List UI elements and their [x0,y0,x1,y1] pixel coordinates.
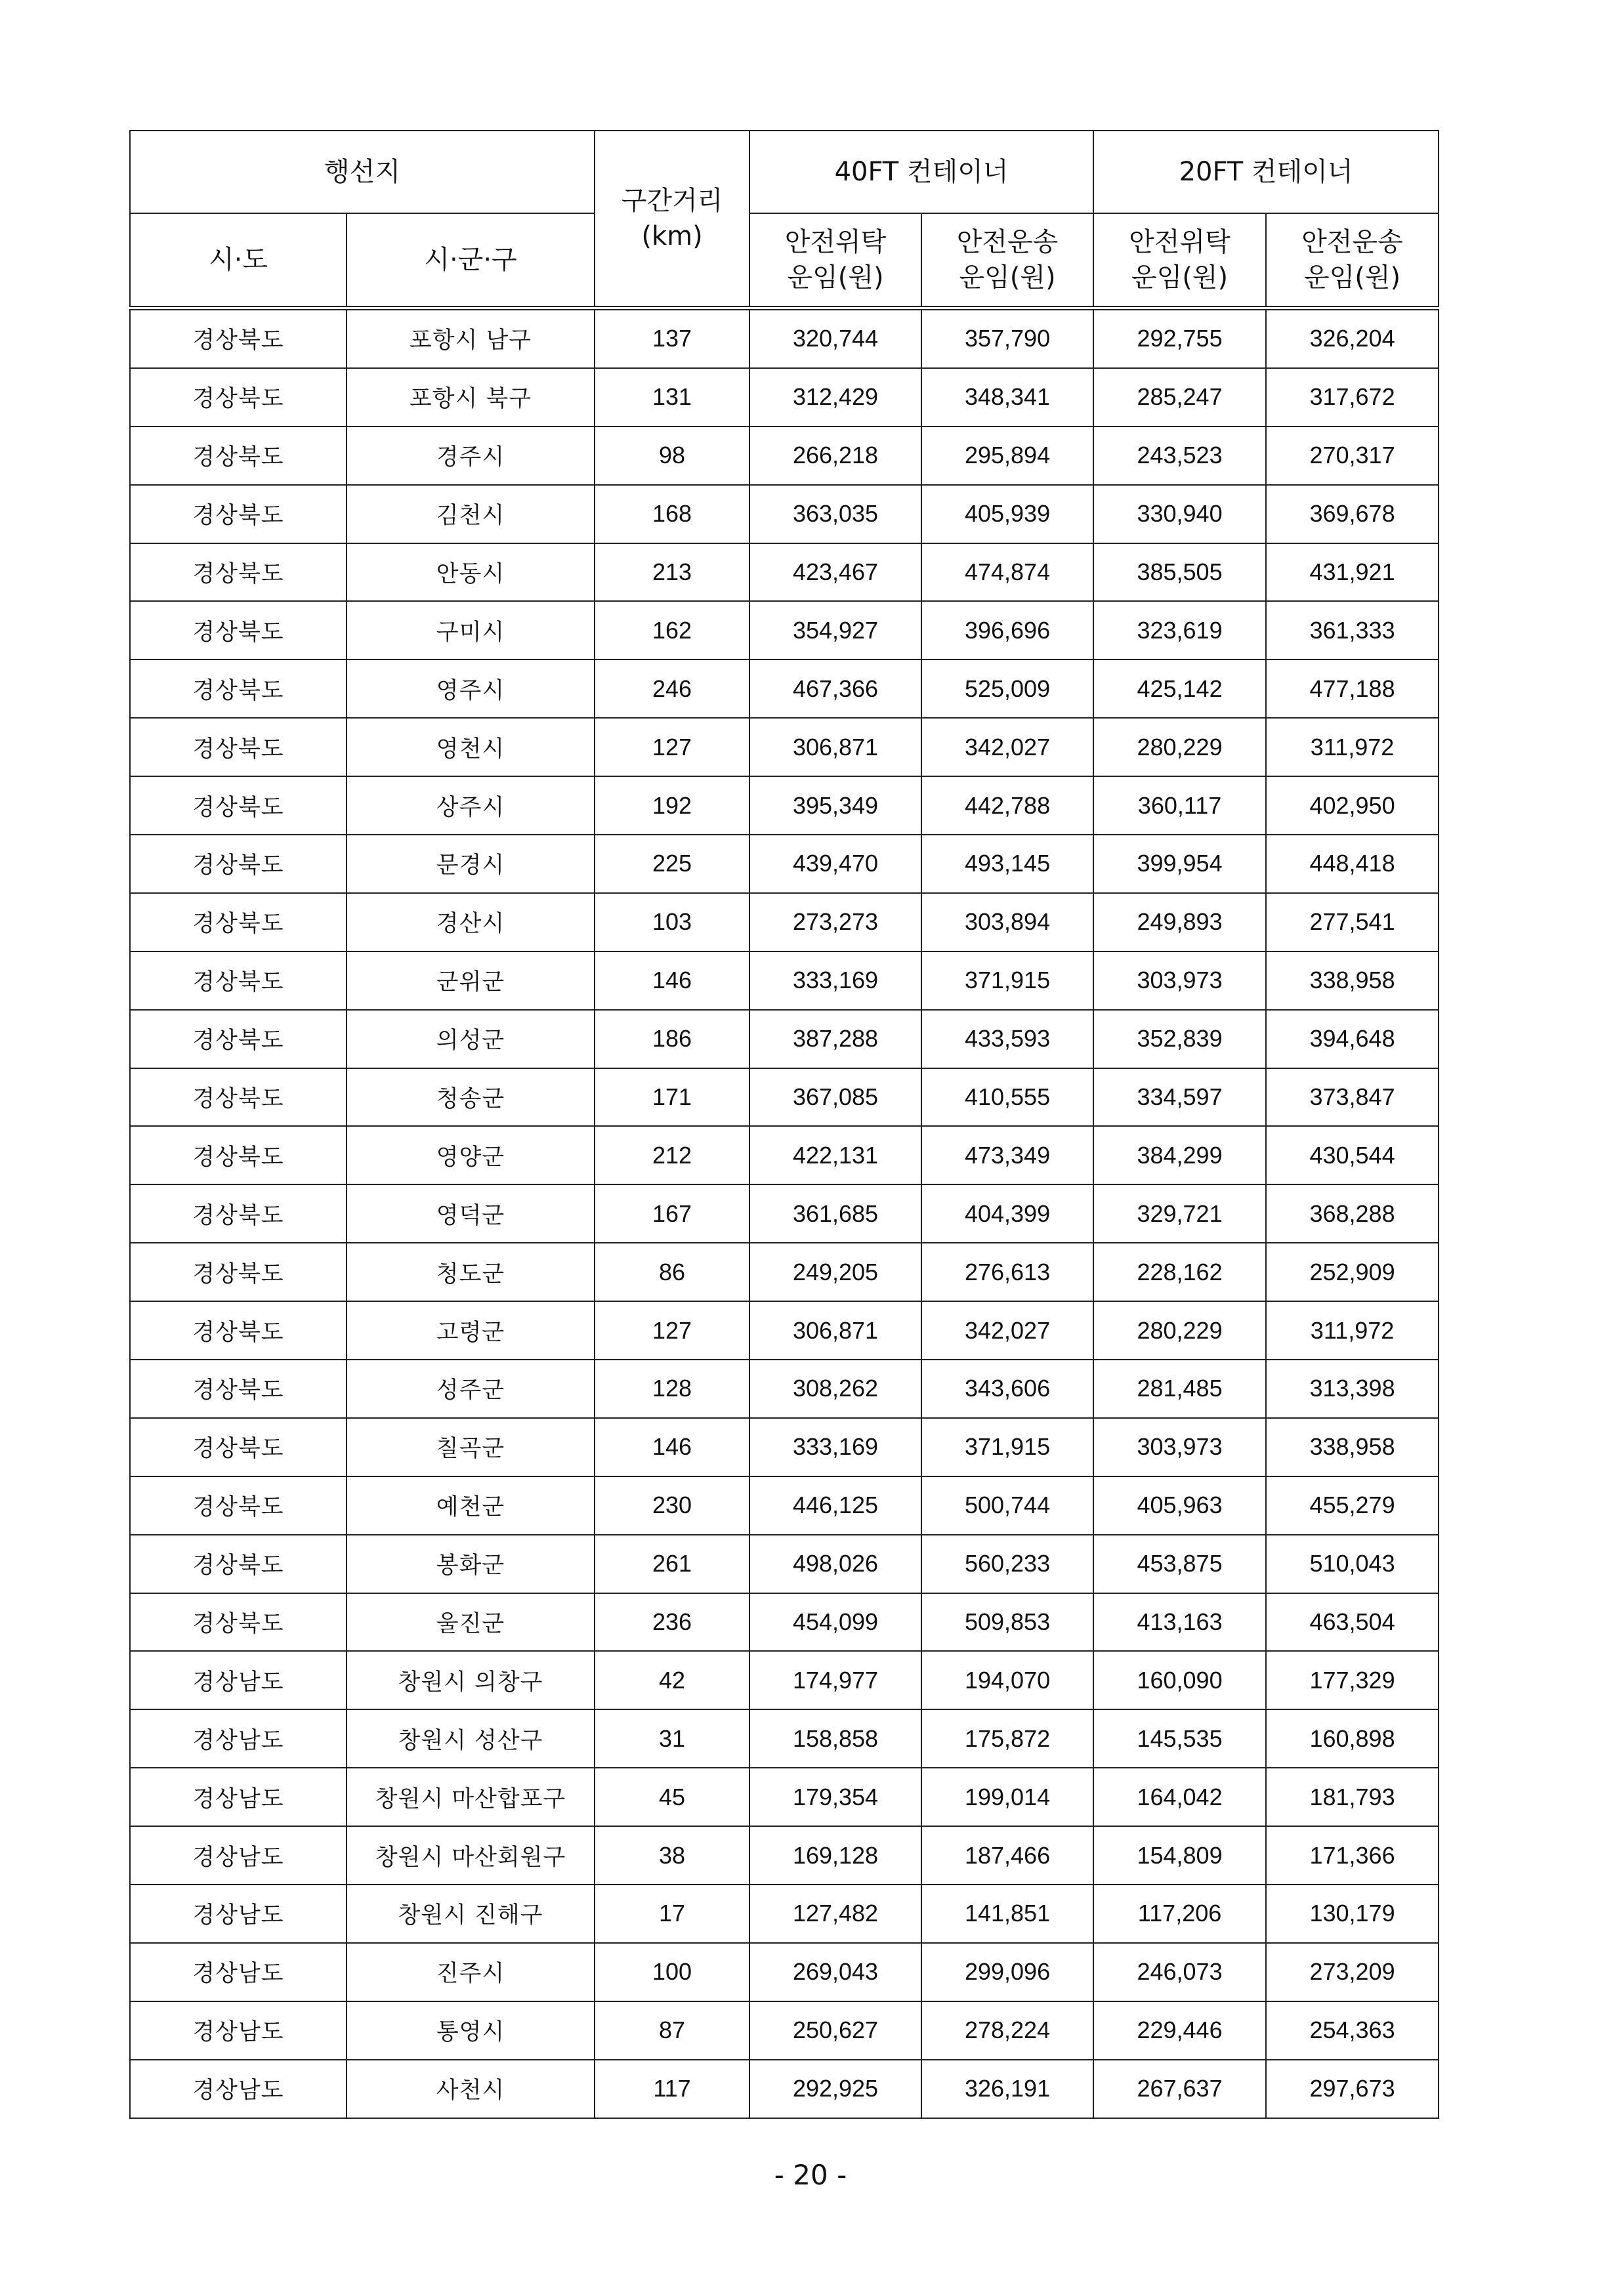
rate-40ft-entrust-cell: 439,470 [749,835,921,893]
rate-40ft-entrust-cell: 333,169 [749,951,921,1010]
province-cell: 경상남도 [130,1651,347,1709]
rate-40ft-entrust-cell: 422,131 [749,1126,921,1184]
city-cell: 김천시 [347,485,595,543]
city-cell: 상주시 [347,776,595,835]
city-cell: 칠곡군 [347,1418,595,1476]
rate-20ft-entrust-cell: 292,755 [1093,308,1266,368]
header-40ft-transport-line2: 운임(원) [959,262,1056,293]
rate-40ft-transport-cell: 343,606 [921,1360,1093,1418]
rate-40ft-transport-cell: 410,555 [921,1068,1093,1127]
city-cell: 예천군 [347,1476,595,1535]
rate-20ft-entrust-cell: 280,229 [1093,1301,1266,1360]
table-row [130,308,1439,368]
rate-20ft-entrust-cell: 385,505 [1093,543,1266,602]
table-row [130,1301,1439,1360]
distance-cell: 100 [595,1943,749,2001]
province-cell: 경상남도 [130,1885,347,1943]
rate-40ft-transport-cell: 474,874 [921,543,1093,602]
rate-20ft-transport-cell: 510,043 [1266,1535,1439,1593]
rate-20ft-entrust-cell: 246,073 [1093,1943,1266,2001]
rate-20ft-entrust-cell: 360,117 [1093,776,1266,835]
rate-20ft-transport-cell: 477,188 [1266,659,1439,718]
city-cell: 포항시 남구 [347,308,595,368]
distance-cell: 42 [595,1651,749,1709]
rate-20ft-entrust-cell: 145,535 [1093,1709,1266,1768]
province-cell: 경상남도 [130,1768,347,1826]
rate-40ft-transport-cell: 357,790 [921,308,1093,368]
table-row [130,951,1439,1010]
city-cell: 청도군 [347,1243,595,1301]
rate-40ft-transport-cell: 371,915 [921,1418,1093,1476]
distance-cell: 212 [595,1126,749,1184]
province-cell: 경상북도 [130,776,347,835]
rate-20ft-transport-cell: 317,672 [1266,368,1439,427]
rate-40ft-transport-cell: 278,224 [921,2001,1093,2060]
table-row [130,659,1439,718]
rate-20ft-entrust-cell: 164,042 [1093,1768,1266,1826]
rate-40ft-entrust-cell: 361,685 [749,1184,921,1243]
rate-40ft-entrust-cell: 306,871 [749,1301,921,1360]
city-cell: 청송군 [347,1068,595,1127]
province-cell: 경상북도 [130,659,347,718]
city-cell: 영양군 [347,1126,595,1184]
rate-40ft-entrust-cell: 308,262 [749,1360,921,1418]
table-row [130,1593,1439,1652]
city-cell: 영주시 [347,659,595,718]
rate-40ft-entrust-cell: 395,349 [749,776,921,835]
rate-40ft-entrust-cell: 446,125 [749,1476,921,1535]
rate-40ft-transport-cell: 473,349 [921,1126,1093,1184]
distance-cell: 117 [595,2060,749,2118]
province-cell: 경상남도 [130,1943,347,2001]
rate-40ft-transport-cell: 295,894 [921,427,1093,485]
rate-20ft-transport-cell: 177,329 [1266,1651,1439,1709]
rate-20ft-transport-cell: 171,366 [1266,1826,1439,1885]
table-row [130,1768,1439,1826]
rate-40ft-transport-cell: 326,191 [921,2060,1093,2118]
rate-40ft-entrust-cell: 127,482 [749,1885,921,1943]
header-distance [595,131,749,308]
rate-40ft-transport-cell: 396,696 [921,601,1093,659]
rate-40ft-entrust-cell: 158,858 [749,1709,921,1768]
rate-20ft-transport-cell: 373,847 [1266,1068,1439,1127]
rate-40ft-transport-cell: 442,788 [921,776,1093,835]
rate-20ft-entrust-cell: 154,809 [1093,1826,1266,1885]
rate-20ft-entrust-cell: 281,485 [1093,1360,1266,1418]
rate-20ft-transport-cell: 273,209 [1266,1943,1439,2001]
rate-40ft-transport-cell: 199,014 [921,1768,1093,1826]
province-cell: 경상남도 [130,2060,347,2118]
province-cell: 경상북도 [130,1068,347,1127]
rate-40ft-entrust-cell: 269,043 [749,1943,921,2001]
city-cell: 진주시 [347,1943,595,2001]
rate-20ft-transport-cell: 311,972 [1266,1301,1439,1360]
rate-20ft-entrust-cell: 352,839 [1093,1010,1266,1068]
header-distance-line1: 구간거리 [621,186,723,216]
rate-20ft-transport-cell: 254,363 [1266,2001,1439,2060]
rate-20ft-transport-cell: 431,921 [1266,543,1439,602]
rate-20ft-entrust-cell: 329,721 [1093,1184,1266,1243]
province-cell: 경상북도 [130,1184,347,1243]
rate-40ft-transport-cell: 175,872 [921,1709,1093,1768]
rate-40ft-transport-cell: 342,027 [921,718,1093,776]
rate-40ft-entrust-cell: 498,026 [749,1535,921,1593]
table-row [130,1184,1439,1243]
city-cell: 군위군 [347,951,595,1010]
rate-20ft-entrust-cell: 425,142 [1093,659,1266,718]
rate-40ft-transport-cell: 342,027 [921,1301,1093,1360]
rate-20ft-entrust-cell: 160,090 [1093,1651,1266,1709]
province-cell: 경상북도 [130,718,347,776]
province-cell: 경상북도 [130,835,347,893]
city-cell: 울진군 [347,1593,595,1652]
distance-cell: 98 [595,427,749,485]
distance-cell: 261 [595,1535,749,1593]
province-cell: 경상북도 [130,1360,347,1418]
rate-20ft-entrust-cell: 303,973 [1093,1418,1266,1476]
province-cell: 경상북도 [130,485,347,543]
page-number: - 20 - [774,2159,847,2191]
rate-40ft-entrust-cell: 169,128 [749,1826,921,1885]
rate-20ft-transport-cell: 368,288 [1266,1184,1439,1243]
city-cell: 창원시 의창구 [347,1651,595,1709]
distance-cell: 31 [595,1709,749,1768]
header-20ft-transport [1266,213,1439,308]
rate-40ft-entrust-cell: 467,366 [749,659,921,718]
rate-20ft-entrust-cell: 453,875 [1093,1535,1266,1593]
rate-40ft-entrust-cell: 363,035 [749,485,921,543]
rate-40ft-entrust-cell: 179,354 [749,1768,921,1826]
province-cell: 경상북도 [130,1418,347,1476]
distance-cell: 192 [595,776,749,835]
province-cell: 경상북도 [130,308,347,368]
table-row [130,2060,1439,2118]
header-40ft-transport [921,213,1093,308]
city-cell: 포항시 북구 [347,368,595,427]
rate-20ft-transport-cell: 130,179 [1266,1885,1439,1943]
city-cell: 봉화군 [347,1535,595,1593]
table-row [130,1826,1439,1885]
rate-40ft-transport-cell: 433,593 [921,1010,1093,1068]
province-cell: 경상남도 [130,2001,347,2060]
table-row [130,427,1439,485]
rate-20ft-transport-cell: 270,317 [1266,427,1439,485]
rate-20ft-entrust-cell: 405,963 [1093,1476,1266,1535]
city-cell: 통영시 [347,2001,595,2060]
distance-cell: 137 [595,308,749,368]
rate-40ft-transport-cell: 500,744 [921,1476,1093,1535]
header-40ft-entrust-line1: 안전위탁 [784,227,887,257]
distance-cell: 127 [595,1301,749,1360]
province-cell: 경상북도 [130,1010,347,1068]
province-cell: 경상북도 [130,951,347,1010]
city-cell: 문경시 [347,835,595,893]
rate-20ft-entrust-cell: 303,973 [1093,951,1266,1010]
rate-40ft-transport-cell: 299,096 [921,1943,1093,2001]
rate-40ft-transport-cell: 141,851 [921,1885,1093,1943]
rate-40ft-entrust-cell: 320,744 [749,308,921,368]
table-row [130,1535,1439,1593]
rate-20ft-transport-cell: 369,678 [1266,485,1439,543]
rate-20ft-entrust-cell: 384,299 [1093,1126,1266,1184]
distance-cell: 103 [595,893,749,951]
table-row [130,893,1439,951]
city-cell: 경산시 [347,893,595,951]
distance-cell: 146 [595,1418,749,1476]
city-cell: 창원시 마산합포구 [347,1768,595,1826]
table-row [130,1885,1439,1943]
table-row [130,485,1439,543]
rate-40ft-transport-cell: 371,915 [921,951,1093,1010]
table-row [130,1243,1439,1301]
header-20ft-group: 20FT 컨테이너 [1093,131,1439,213]
rate-40ft-entrust-cell: 367,085 [749,1068,921,1127]
city-cell: 성주군 [347,1360,595,1418]
rate-40ft-entrust-cell: 174,977 [749,1651,921,1709]
distance-cell: 86 [595,1243,749,1301]
rate-40ft-entrust-cell: 423,467 [749,543,921,602]
rate-20ft-entrust-cell: 413,163 [1093,1593,1266,1652]
rate-20ft-transport-cell: 297,673 [1266,2060,1439,2118]
rate-20ft-transport-cell: 455,279 [1266,1476,1439,1535]
distance-cell: 230 [595,1476,749,1535]
rate-40ft-transport-cell: 405,939 [921,485,1093,543]
city-cell: 창원시 진해구 [347,1885,595,1943]
province-cell: 경상북도 [130,1593,347,1652]
rate-20ft-transport-cell: 160,898 [1266,1709,1439,1768]
rate-20ft-transport-cell: 394,648 [1266,1010,1439,1068]
city-cell: 영덕군 [347,1184,595,1243]
province-cell: 경상북도 [130,1535,347,1593]
distance-cell: 213 [595,543,749,602]
distance-cell: 162 [595,601,749,659]
table-row [130,368,1439,427]
table-row [130,718,1439,776]
table-row [130,1360,1439,1418]
rate-20ft-transport-cell: 463,504 [1266,1593,1439,1652]
distance-cell: 131 [595,368,749,427]
rate-20ft-transport-cell: 430,544 [1266,1126,1439,1184]
header-40ft-entrust [749,213,921,308]
rate-40ft-transport-cell: 187,466 [921,1826,1093,1885]
table-body [130,308,1439,2118]
rate-20ft-entrust-cell: 285,247 [1093,368,1266,427]
distance-cell: 146 [595,951,749,1010]
rate-40ft-transport-cell: 276,613 [921,1243,1093,1301]
distance-cell: 225 [595,835,749,893]
rate-40ft-entrust-cell: 292,925 [749,2060,921,2118]
rate-40ft-transport-cell: 525,009 [921,659,1093,718]
province-cell: 경상북도 [130,1243,347,1301]
province-cell: 경상남도 [130,1709,347,1768]
rate-20ft-entrust-cell: 267,637 [1093,2060,1266,2118]
rate-40ft-entrust-cell: 249,205 [749,1243,921,1301]
province-cell: 경상북도 [130,893,347,951]
header-20ft-entrust-line2: 운임(원) [1131,262,1229,293]
rate-40ft-transport-cell: 194,070 [921,1651,1093,1709]
table-row [130,1943,1439,2001]
rate-20ft-transport-cell: 338,958 [1266,951,1439,1010]
table-row [130,1010,1439,1068]
header-20ft-entrust [1093,213,1266,308]
table-row [130,1418,1439,1476]
rate-40ft-transport-cell: 303,894 [921,893,1093,951]
rate-20ft-entrust-cell: 228,162 [1093,1243,1266,1301]
rate-20ft-transport-cell: 311,972 [1266,718,1439,776]
rate-20ft-entrust-cell: 399,954 [1093,835,1266,893]
rate-40ft-entrust-cell: 354,927 [749,601,921,659]
rate-40ft-entrust-cell: 333,169 [749,1418,921,1476]
header-destination: 행선지 [130,131,595,213]
header-40ft-group: 40FT 컨테이너 [749,131,1093,213]
distance-cell: 45 [595,1768,749,1826]
table-row [130,543,1439,602]
rate-20ft-transport-cell: 313,398 [1266,1360,1439,1418]
header-20ft-entrust-line1: 안전위탁 [1129,227,1231,257]
city-cell: 사천시 [347,2060,595,2118]
header-city: 시·군·구 [347,213,595,308]
distance-cell: 87 [595,2001,749,2060]
header-40ft-transport-line1: 안전운송 [956,227,1059,257]
rate-20ft-transport-cell: 277,541 [1266,893,1439,951]
rate-20ft-entrust-cell: 117,206 [1093,1885,1266,1943]
province-cell: 경상북도 [130,1301,347,1360]
rate-20ft-entrust-cell: 334,597 [1093,1068,1266,1127]
rate-20ft-transport-cell: 402,950 [1266,776,1439,835]
distance-cell: 167 [595,1184,749,1243]
rate-40ft-transport-cell: 348,341 [921,368,1093,427]
table-row [130,2001,1439,2060]
province-cell: 경상남도 [130,1826,347,1885]
rate-20ft-transport-cell: 448,418 [1266,835,1439,893]
rate-20ft-entrust-cell: 280,229 [1093,718,1266,776]
city-cell: 창원시 성산구 [347,1709,595,1768]
table-row [130,1651,1439,1709]
table-row [130,835,1439,893]
table-row [130,1068,1439,1127]
city-cell: 안동시 [347,543,595,602]
rate-20ft-entrust-cell: 229,446 [1093,2001,1266,2060]
table-row [130,601,1439,659]
rate-20ft-entrust-cell: 243,523 [1093,427,1266,485]
rate-40ft-transport-cell: 509,853 [921,1593,1093,1652]
province-cell: 경상북도 [130,601,347,659]
rate-20ft-transport-cell: 361,333 [1266,601,1439,659]
distance-cell: 128 [595,1360,749,1418]
rate-40ft-entrust-cell: 266,218 [749,427,921,485]
city-cell: 고령군 [347,1301,595,1360]
rate-40ft-entrust-cell: 306,871 [749,718,921,776]
city-cell: 창원시 마산회원구 [347,1826,595,1885]
rate-40ft-transport-cell: 404,399 [921,1184,1093,1243]
rate-40ft-transport-cell: 560,233 [921,1535,1093,1593]
table-row [130,1126,1439,1184]
header-province: 시·도 [130,213,347,308]
province-cell: 경상북도 [130,1126,347,1184]
distance-cell: 17 [595,1885,749,1943]
rate-20ft-transport-cell: 252,909 [1266,1243,1439,1301]
distance-cell: 246 [595,659,749,718]
table-row [130,776,1439,835]
table-row [130,1709,1439,1768]
freight-rate-table [129,130,1439,2119]
header-20ft-transport-line2: 운임(원) [1303,262,1401,293]
table-header [130,131,1439,308]
distance-cell: 168 [595,485,749,543]
rate-40ft-entrust-cell: 273,273 [749,893,921,951]
rate-40ft-entrust-cell: 312,429 [749,368,921,427]
distance-cell: 236 [595,1593,749,1652]
distance-cell: 171 [595,1068,749,1127]
province-cell: 경상북도 [130,427,347,485]
rate-20ft-transport-cell: 181,793 [1266,1768,1439,1826]
city-cell: 의성군 [347,1010,595,1068]
rate-40ft-entrust-cell: 454,099 [749,1593,921,1652]
city-cell: 경주시 [347,427,595,485]
header-40ft-entrust-line2: 운임(원) [787,262,884,293]
rate-20ft-transport-cell: 338,958 [1266,1418,1439,1476]
rate-40ft-transport-cell: 493,145 [921,835,1093,893]
distance-cell: 38 [595,1826,749,1885]
city-cell: 구미시 [347,601,595,659]
city-cell: 영천시 [347,718,595,776]
header-distance-line2: (km) [641,221,703,251]
header-20ft-transport-line1: 안전운송 [1301,227,1403,257]
province-cell: 경상북도 [130,368,347,427]
rate-20ft-transport-cell: 326,204 [1266,308,1439,368]
distance-cell: 127 [595,718,749,776]
rate-20ft-entrust-cell: 249,893 [1093,893,1266,951]
province-cell: 경상북도 [130,543,347,602]
rate-40ft-entrust-cell: 387,288 [749,1010,921,1068]
province-cell: 경상북도 [130,1476,347,1535]
rate-20ft-entrust-cell: 330,940 [1093,485,1266,543]
rate-40ft-entrust-cell: 250,627 [749,2001,921,2060]
table-row [130,1476,1439,1535]
distance-cell: 186 [595,1010,749,1068]
rate-20ft-entrust-cell: 323,619 [1093,601,1266,659]
